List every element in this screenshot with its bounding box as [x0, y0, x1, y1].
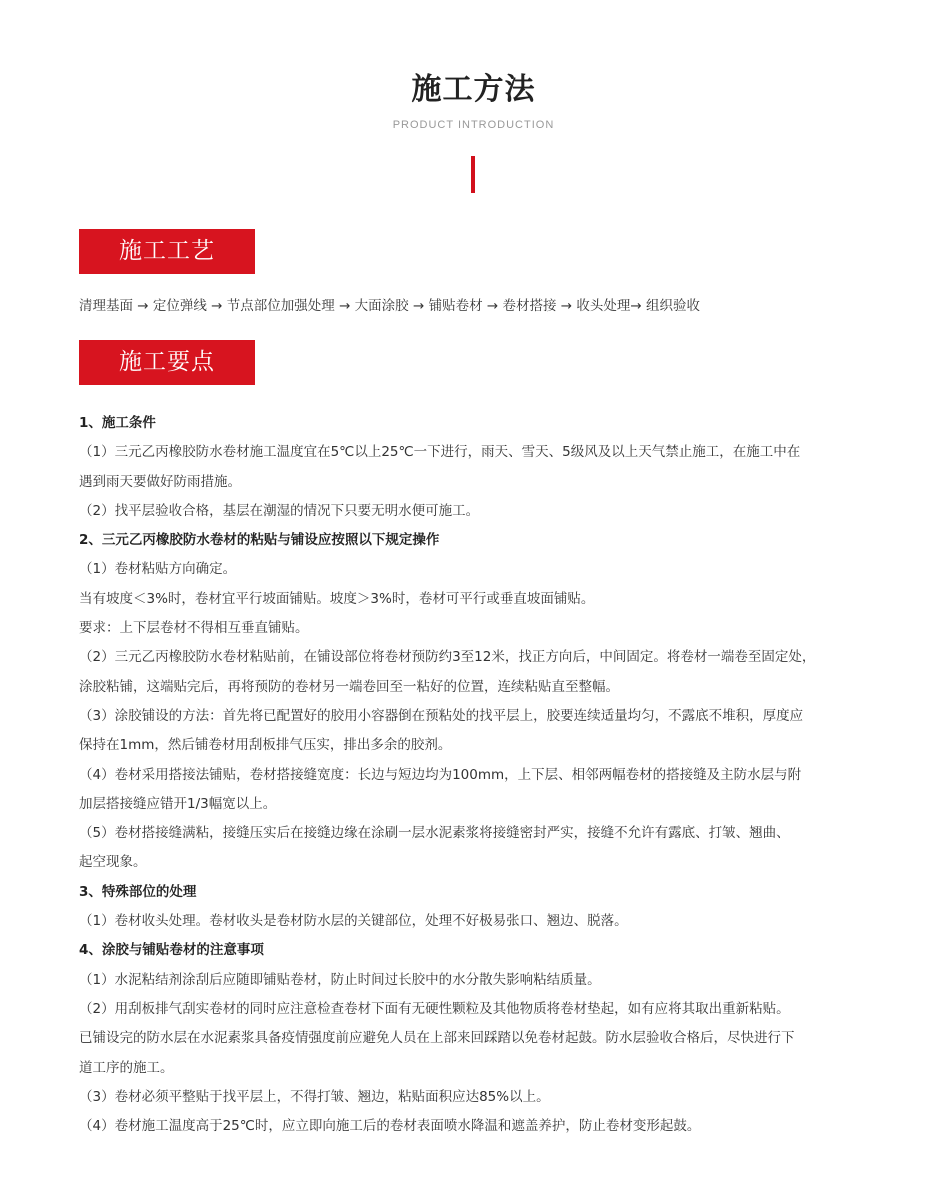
content-line: 当有坡度＜3%时，卷材宜平行坡面铺贴。坡度＞3%时，卷材可平行或垂直坡面铺贴。 [79, 590, 595, 607]
page-title: 施工方法 [411, 72, 536, 107]
content-line: （1）卷材粘贴方向确定。 [79, 561, 237, 578]
process-flow-text: 清理基面 → 定位弹线 → 节点部位加强处理 → 大面涂胶 → 铺贴卷材 → 卷材搭接 → 收头处理→ 组织验收 [79, 298, 700, 314]
content-line: 保持在1mm，然后铺卷材用刮板排气压实，排出多余的胶剂。 [79, 737, 452, 754]
content-line: （3）卷材必须平整贴于找平层上，不得打皱、翘边，粘贴面积应达85%以上。 [79, 1088, 550, 1105]
title-divider-bar [471, 156, 475, 193]
content-line: （1）三元乙丙橡胶防水卷材施工温度宜在5℃以上25℃一下进行，雨天、雪天、5级风及以上天气禁止施工，在施工中在 [79, 444, 801, 461]
content-line: （1）卷材收头处理。卷材收头是卷材防水层的关键部位，处理不好极易张口、翘边、脱落。 [79, 913, 628, 930]
content-line: （3）涂胶铺设的方法：首先将已配置好的胶用小容器倒在预粘处的找平层上，胶要连续适量均匀，不露底不堆积，厚度应 [79, 707, 804, 724]
content-line: （2）用刮板排气刮实卷材的同时应注意检查卷材下面有无硬性颗粒及其他物质将卷材垫起，如有应将其取出重新粘贴。 [79, 1000, 790, 1017]
content-line: 道工序的施工。 [79, 1059, 174, 1076]
content-line: （2）三元乙丙橡胶防水卷材粘贴前，在铺设部位将卷材预防约3至12米，找正方向后，中间固定。将卷材一端卷至固定处， [79, 649, 816, 666]
page-subtitle: PRODUCT INTRODUCTION [392, 119, 555, 131]
section-heading-line: 3、特殊部位的处理 [79, 883, 197, 900]
key-points-content [79, 409, 889, 1141]
section-heading-line: 4、涂胶与铺贴卷材的注意事项 [79, 942, 264, 959]
content-line: 涂胶粘铺，这端贴完后，再将预防的卷材另一端卷回至一粘好的位置，连续粘贴直至整幅。 [79, 678, 619, 695]
section-heading-line: 2、三元乙丙橡胶防水卷材的粘贴与铺设应按照以下规定操作 [79, 532, 440, 549]
section-label-process: 施工工艺 [79, 229, 255, 274]
section-heading-line: 1、施工条件 [79, 415, 156, 431]
content-line: （1）水泥粘结剂涂刮后应随即铺贴卷材，防止时间过长胶中的水分散失影响粘结质量。 [79, 971, 601, 988]
content-line: 已铺设完的防水层在水泥素浆具备疫情强度前应避免人员在上部来回踩踏以免卷材起鼓。防水层验收合格后，尽快进行下 [79, 1030, 795, 1047]
content-line: 要求：上下层卷材不得相互垂直铺贴。 [79, 620, 309, 637]
content-line: （4）卷材采用搭接法铺贴，卷材搭接缝宽度：长边与短边均为100mm，上下层、相邻两幅卷材的搭接缝及主防水层与附 [79, 766, 802, 783]
content-line: 起空现象。 [79, 854, 147, 871]
content-line: （5）卷材搭接缝满粘，接缝压实后在接缝边缘在涂刷一层水泥素浆将接缝密封严实，接缝不允许有露底、打皱、翘曲、 [79, 825, 790, 842]
content-line: 加层搭接缝应错开1/3幅宽以上。 [79, 795, 277, 812]
content-line: （4）卷材施工温度高于25℃时，应立即向施工后的卷材表面喷水降温和遮盖养护，防止卷材变形起鼓。 [79, 1118, 701, 1135]
section-label-key-points: 施工要点 [79, 340, 255, 385]
content-line: 遇到雨天要做好防雨措施。 [79, 473, 241, 490]
content-line: （2）找平层验收合格，基层在潮湿的情况下只要无明水便可施工。 [79, 502, 480, 519]
